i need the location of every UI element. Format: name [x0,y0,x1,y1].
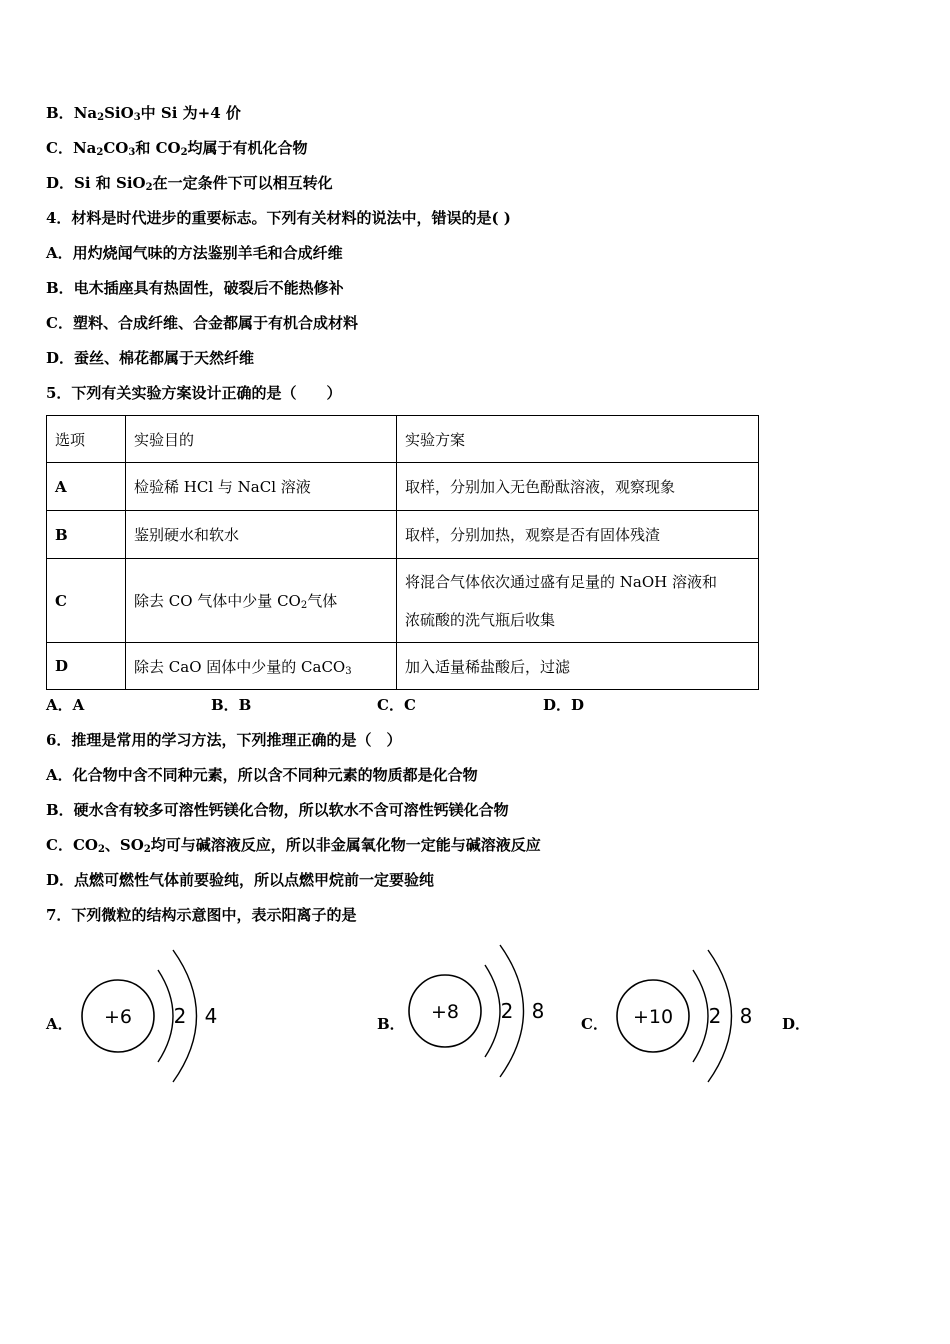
q7-stem: 7．下列微粒的结构示意图中，表示阳离子的是 [46,906,357,924]
header-plan: 实验方案 [397,416,759,463]
row-goal [126,559,397,643]
subscript: 2 [145,182,153,193]
formula-text: Na [72,139,97,157]
q4-stem: 4．材料是时代进步的重要标志。下列有关材料的说法中，错误的是( ) [46,209,511,227]
row-option: B [47,511,126,559]
q4-option-b: B．电木插座具有热固性，破裂后不能热修补 [46,279,344,297]
row-plan: 取样，分别加入无色酚酞溶液，观察现象 [397,463,759,511]
formula-text: Na [73,104,98,122]
row-goal [126,643,397,690]
q3-option-b [46,102,241,124]
nucleus-charge: +6 [103,1006,133,1028]
table-row [47,559,759,643]
header-option: 选项 [47,416,126,463]
q5-choice-d: D．D [543,696,585,714]
q7-option-c-label: C． [581,1015,608,1033]
q6-option-d: D．点燃可燃性气体前要验纯，所以点燃甲烷前一定要验纯 [46,871,435,889]
row-option: D [47,643,126,690]
nucleus-charge: +10 [632,1006,674,1028]
option-text: 均可与碱溶液反应，所以非金属氧化物一定能与碱溶液反应 [150,836,541,854]
goal-text: 除去 CaO 固体中少量的 CaCO [134,657,346,676]
q5-stem: 5．下列有关实验方案设计正确的是（ ） [46,384,342,402]
atom-diagram-a [78,940,228,1090]
formula-text: CO [103,139,129,157]
plan-line: 浓硫酸的洗气瓶后收集 [405,610,556,629]
q5-choice-a: A．A [46,696,85,714]
table-row [47,463,759,511]
inner-shell-arc [693,970,708,1062]
table-row [47,643,759,690]
row-goal: 检验稀 HCl 与 NaCl 溶液 [126,463,397,511]
formula-text: Si 和 SiO [74,174,146,192]
atom-diagram-c [613,940,763,1090]
option-text: 、SO [104,836,144,854]
subscript: 3 [128,147,136,158]
formula-text: 和 CO [135,139,181,157]
option-text: 中 Si 为+4 价 [140,104,241,122]
q4-option-d: D．蚕丝、棉花都属于天然纤维 [46,349,255,367]
q4-option-c: C．塑料、合成纤维、合金都属于有机合成材料 [46,314,358,332]
header-goal: 实验目的 [126,416,397,463]
table-row [47,511,759,559]
subscript: 2 [97,112,105,123]
shell-2-electrons: 4 [204,1004,218,1028]
q6-option-b: B．硬水含有较多可溶性钙镁化合物，所以软水不含可溶性钙镁化合物 [46,801,509,819]
row-option: C [47,559,126,643]
q3-option-d [46,172,333,194]
q4-option-a: A．用灼烧闻气味的方法鉴别羊毛和合成纤维 [46,244,343,262]
row-plan: 取样，分别加热，观察是否有固体残渣 [397,511,759,559]
q5-choice-b: B．B [211,696,252,714]
q7-option-d-label: D． [782,1015,811,1033]
subscript: 3 [133,112,141,123]
subscript: 2 [300,600,308,611]
q6-option-c [46,834,541,856]
subscript: 2 [97,844,105,855]
option-text: 均属于有机化合物 [187,139,308,157]
q5-choice-c: C．C [377,696,416,714]
subscript: 3 [345,665,352,677]
option-letter: D． [46,174,75,192]
inner-shell-arc [485,965,500,1057]
row-plan [397,559,759,643]
shell-1-electrons: 2 [708,1004,722,1028]
experiment-table [46,415,759,690]
subscript: 2 [180,147,188,158]
shell-1-electrons: 2 [500,999,514,1023]
inner-shell-arc [158,970,173,1062]
option-text: C．CO [46,836,98,854]
shell-2-electrons: 8 [531,999,545,1023]
option-letter: C． [46,139,73,157]
q6-stem: 6．推理是常用的学习方法，下列推理正确的是（ ） [46,731,402,749]
goal-text: 气体 [307,592,338,610]
plan-line: 将混合气体依次通过盛有足量的 NaOH 溶液和 [405,572,717,591]
atom-diagram-b [405,935,555,1085]
table-header-row [47,416,759,463]
row-option: A [47,463,126,511]
subscript: 2 [96,147,104,158]
shell-1-electrons: 2 [173,1004,187,1028]
q7-option-a-label: A． [46,1015,73,1033]
row-goal: 鉴别硬水和软水 [126,511,397,559]
formula-text: SiO [104,104,134,122]
nucleus-charge: +8 [430,1001,460,1023]
row-plan: 加入适量稀盐酸后，过滤 [397,643,759,690]
option-letter: B． [46,104,74,122]
goal-text: 除去 CO 气体中少量 CO [134,592,301,610]
q6-option-a: A．化合物中含不同种元素，所以含不同种元素的物质都是化合物 [46,766,478,784]
option-text: 在一定条件下可以相互转化 [152,174,333,192]
shell-2-electrons: 8 [739,1004,753,1028]
subscript: 2 [143,844,151,855]
q7-option-b-label: B． [377,1015,405,1033]
q3-option-c [46,137,308,159]
